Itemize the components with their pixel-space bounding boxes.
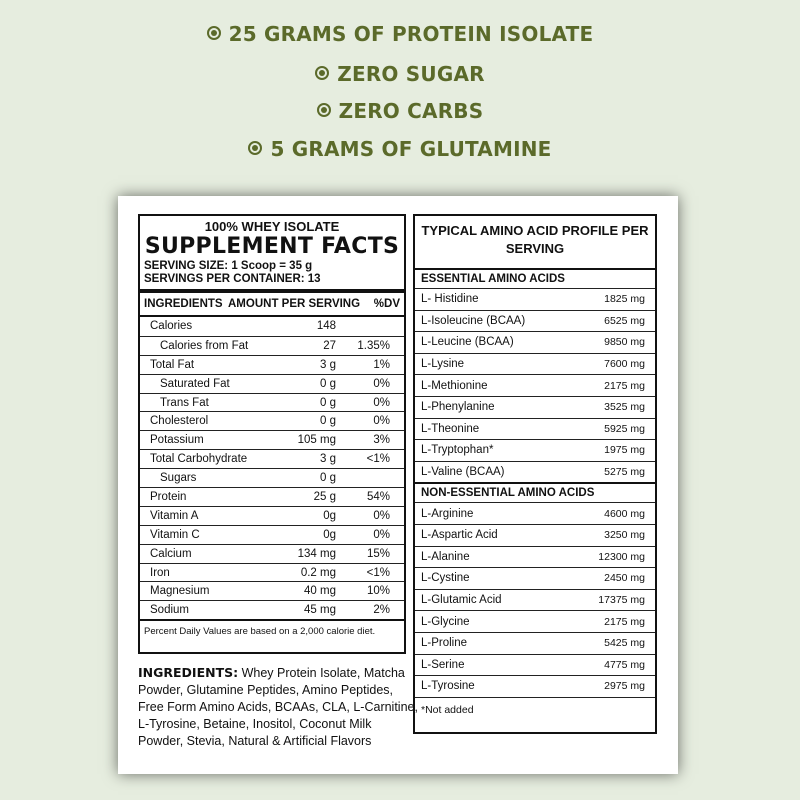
nutrient-name: Vitamin C bbox=[150, 528, 200, 541]
nutrient-dv: <1% bbox=[366, 453, 390, 466]
nutrient-row bbox=[140, 600, 404, 619]
nutrient-dv: 3% bbox=[373, 434, 390, 447]
nutrient-row bbox=[140, 563, 404, 582]
amino-value: 3525 mg bbox=[604, 401, 645, 414]
amino-name: L- Histidine bbox=[421, 293, 479, 306]
nutrient-name: Total Fat bbox=[150, 358, 195, 371]
nutrient-name: Calories from Fat bbox=[160, 339, 249, 352]
amino-value: 12300 mg bbox=[598, 550, 645, 563]
nonessential-rows bbox=[415, 502, 655, 696]
nutrient-dv: 15% bbox=[366, 547, 390, 560]
nutrient-amount: 3 g bbox=[320, 453, 336, 466]
amino-name: L-Cystine bbox=[421, 572, 470, 585]
bullet-icon bbox=[207, 26, 221, 40]
nutrient-dv: 10% bbox=[366, 585, 390, 598]
nutrient-dv: 0% bbox=[373, 415, 390, 428]
facts-header bbox=[140, 216, 404, 260]
nutrient-row bbox=[140, 336, 404, 355]
headline-zero-sugar bbox=[0, 62, 800, 86]
nutrient-amount: 0g bbox=[323, 509, 336, 522]
nutrient-name: Calcium bbox=[150, 547, 192, 560]
nutrient-amount: 25 g bbox=[313, 490, 336, 503]
facts-footnote: Percent Daily Values are based on a 2,000 calorie diet. bbox=[140, 619, 404, 642]
nutrient-dv: 0% bbox=[373, 528, 390, 541]
amino-row bbox=[415, 374, 655, 396]
bullet-icon bbox=[315, 66, 329, 80]
ingredients-text: Whey Protein Isolate, Matcha Powder, Glutamine Peptides, Amino Peptides, Free Form Amino Acids, BCAAs, CLA, L-Carnitine, L-Tyrosine, Betaine, Inositol, Coconut Milk Powder, Stevia, Natural & Artificial Flavors bbox=[138, 666, 418, 748]
amino-name: L-Glycine bbox=[421, 615, 470, 628]
bullet-icon bbox=[248, 141, 262, 155]
nutrient-name: Total Carbohydrate bbox=[150, 453, 248, 466]
amino-name: L-Serine bbox=[421, 658, 465, 671]
facts-rows bbox=[140, 317, 404, 619]
facts-column-headers bbox=[140, 293, 404, 315]
headline-text: ZERO SUGAR bbox=[337, 62, 485, 86]
nutrient-row bbox=[140, 506, 404, 525]
amino-row bbox=[415, 461, 655, 483]
amino-name: L-Methionine bbox=[421, 379, 488, 392]
amino-title: TYPICAL AMINO ACID PROFILE PER SERVING bbox=[421, 223, 649, 256]
nutrient-amount: 40 mg bbox=[304, 585, 336, 598]
amino-row bbox=[415, 632, 655, 654]
amino-name: L-Valine (BCAA) bbox=[421, 466, 505, 479]
headline-text: 25 GRAMS OF PROTEIN ISOLATE bbox=[228, 22, 594, 46]
headline-glutamine bbox=[0, 137, 800, 161]
amino-name: L-Theonine bbox=[421, 422, 480, 435]
amino-name: L-Isoleucine (BCAA) bbox=[421, 314, 526, 327]
facts-title: SUPPLEMENT FACTS bbox=[144, 234, 400, 259]
amino-name: L-Leucine (BCAA) bbox=[421, 336, 514, 349]
nutrient-dv: 54% bbox=[366, 490, 390, 503]
amino-row bbox=[415, 396, 655, 418]
amino-name: L-Arginine bbox=[421, 507, 474, 520]
nutrient-row bbox=[140, 411, 404, 430]
essential-section-label: ESSENTIAL AMINO ACIDS bbox=[415, 268, 655, 288]
nutrient-name: Sodium bbox=[150, 604, 189, 617]
nutrient-row bbox=[140, 393, 404, 412]
amino-value: 9850 mg bbox=[604, 336, 645, 349]
amino-value: 2175 mg bbox=[604, 379, 645, 392]
amino-value: 5425 mg bbox=[604, 637, 645, 650]
nutrient-name: Cholesterol bbox=[150, 415, 209, 428]
nutrient-row bbox=[140, 581, 404, 600]
nutrient-amount: 27 bbox=[323, 339, 336, 352]
headline-text: 5 GRAMS OF GLUTAMINE bbox=[270, 137, 552, 161]
essential-rows bbox=[415, 288, 655, 482]
label-card bbox=[118, 196, 678, 774]
nutrient-amount: 148 bbox=[316, 320, 336, 333]
amino-row bbox=[415, 675, 655, 697]
amino-row bbox=[415, 567, 655, 589]
amino-value: 17375 mg bbox=[598, 594, 645, 607]
amino-row bbox=[415, 524, 655, 546]
nutrient-dv: 0% bbox=[373, 377, 390, 390]
amino-note: *Not added bbox=[415, 697, 655, 722]
amino-value: 6525 mg bbox=[604, 314, 645, 327]
amino-value: 3250 mg bbox=[604, 529, 645, 542]
headline-protein bbox=[0, 22, 800, 46]
amino-row bbox=[415, 418, 655, 440]
nutrient-amount: 0 g bbox=[320, 377, 336, 390]
amino-value: 4775 mg bbox=[604, 658, 645, 671]
nutrient-name: Saturated Fat bbox=[160, 377, 230, 390]
nutrient-amount: 105 mg bbox=[297, 434, 336, 447]
nutrient-row bbox=[140, 430, 404, 449]
nutrient-name: Vitamin A bbox=[150, 509, 199, 522]
amino-row bbox=[415, 610, 655, 632]
nutrient-row bbox=[140, 544, 404, 563]
nutrient-dv: 2% bbox=[373, 604, 390, 617]
nutrient-amount: 134 mg bbox=[297, 547, 336, 560]
amino-name: L-Lysine bbox=[421, 358, 465, 371]
nutrient-amount: 0.2 mg bbox=[300, 566, 336, 579]
nonessential-section-label: NON-ESSENTIAL AMINO ACIDS bbox=[415, 482, 655, 502]
nutrient-dv: <1% bbox=[366, 566, 390, 579]
ingredients-statement bbox=[138, 664, 418, 750]
amino-value: 7600 mg bbox=[604, 358, 645, 371]
amino-value: 2450 mg bbox=[604, 572, 645, 585]
nutrient-amount: 0 g bbox=[320, 396, 336, 409]
nutrient-amount: 45 mg bbox=[304, 604, 336, 617]
facts-subtitle: 100% WHEY ISOLATE bbox=[204, 219, 340, 234]
supplement-facts-panel bbox=[138, 214, 406, 654]
amino-name: L-Glutamic Acid bbox=[421, 594, 502, 607]
header-ingredients: INGREDIENTS bbox=[144, 298, 223, 310]
nutrient-name: Magnesium bbox=[150, 585, 210, 598]
amino-value: 4600 mg bbox=[604, 507, 645, 520]
nutrient-name: Iron bbox=[150, 566, 170, 579]
headline-zero-carbs bbox=[0, 99, 800, 123]
nutrient-name: Calories bbox=[150, 320, 193, 333]
amino-row bbox=[415, 439, 655, 461]
amino-acid-panel bbox=[413, 214, 657, 734]
amino-row bbox=[415, 546, 655, 568]
amino-name: L-Alanine bbox=[421, 550, 470, 563]
amino-value: 1975 mg bbox=[604, 444, 645, 457]
nutrient-row bbox=[140, 468, 404, 487]
amino-value: 2175 mg bbox=[604, 615, 645, 628]
bullet-icon bbox=[317, 103, 331, 117]
amino-row bbox=[415, 310, 655, 332]
amino-value: 1825 mg bbox=[604, 293, 645, 306]
nutrient-dv: 1.35% bbox=[357, 339, 390, 352]
amino-name: L-Tyrosine bbox=[421, 680, 475, 693]
ingredients-label: INGREDIENTS: bbox=[138, 665, 239, 680]
amino-row bbox=[415, 288, 655, 310]
amino-value: 2975 mg bbox=[604, 680, 645, 693]
nutrient-row bbox=[140, 374, 404, 393]
header-amount: AMOUNT PER SERVING bbox=[228, 298, 361, 310]
amino-row bbox=[415, 589, 655, 611]
nutrient-amount: 3 g bbox=[320, 358, 336, 371]
nutrient-row bbox=[140, 355, 404, 374]
headline-text: ZERO CARBS bbox=[338, 99, 484, 123]
nutrient-name: Potassium bbox=[150, 434, 204, 447]
amino-value: 5275 mg bbox=[604, 466, 645, 479]
header-dv: %DV bbox=[373, 298, 400, 310]
amino-row bbox=[415, 502, 655, 524]
nutrient-name: Sugars bbox=[160, 472, 197, 485]
amino-row bbox=[415, 331, 655, 353]
nutrient-dv: 1% bbox=[373, 358, 390, 371]
servings-per-container: SERVINGS PER CONTAINER: 13 bbox=[144, 273, 321, 285]
nutrient-name: Trans Fat bbox=[160, 396, 209, 409]
nutrient-row bbox=[140, 449, 404, 468]
amino-row bbox=[415, 654, 655, 676]
nutrient-amount: 0 g bbox=[320, 415, 336, 428]
nutrient-amount: 0 g bbox=[320, 472, 336, 485]
amino-row bbox=[415, 353, 655, 375]
nutrient-name: Protein bbox=[150, 490, 187, 503]
amino-name: L-Proline bbox=[421, 637, 468, 650]
amino-name: L-Phenylanine bbox=[421, 401, 495, 414]
amino-name: L-Tryptophan* bbox=[421, 444, 494, 457]
serving-size: SERVING SIZE: 1 Scoop = 35 g bbox=[144, 260, 313, 272]
nutrient-dv: 0% bbox=[373, 396, 390, 409]
nutrient-dv: 0% bbox=[373, 509, 390, 522]
nutrient-row bbox=[140, 525, 404, 544]
amino-name: L-Aspartic Acid bbox=[421, 529, 498, 542]
nutrient-row bbox=[140, 317, 404, 336]
nutrient-row bbox=[140, 487, 404, 506]
amino-value: 5925 mg bbox=[604, 422, 645, 435]
nutrient-amount: 0g bbox=[323, 528, 336, 541]
